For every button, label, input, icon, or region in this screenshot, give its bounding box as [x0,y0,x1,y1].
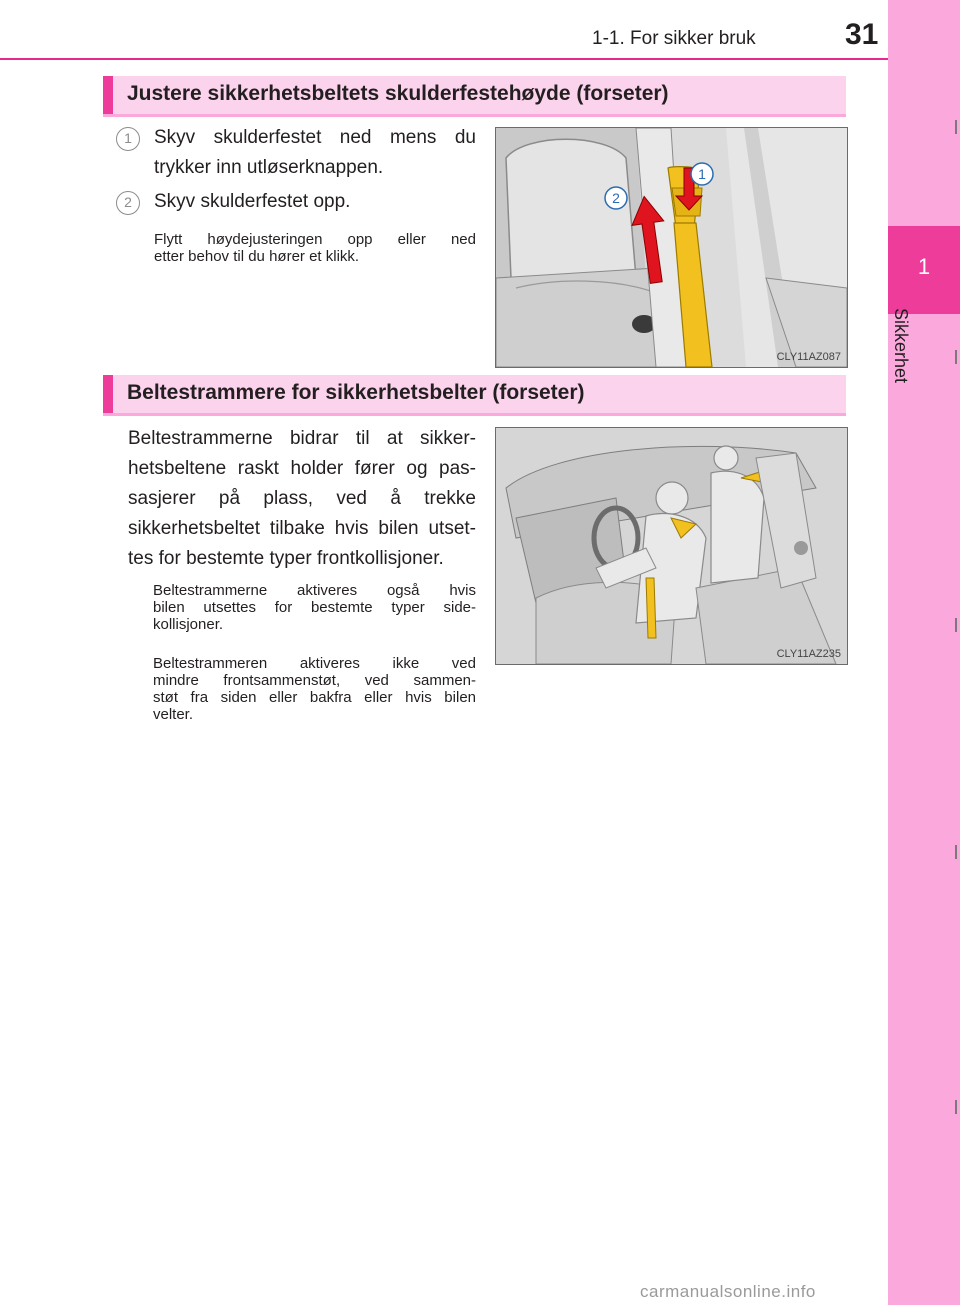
section-title: 1-1. For sikker bruk [592,28,756,49]
text-line: etter behov til du hører et klikk. [154,248,360,265]
chapter-tab[interactable] [888,226,960,314]
car-interior-illustration [496,428,847,664]
section-heading [103,375,846,416]
margin-tick [955,1100,957,1114]
text-line: Beltestrammerne bidrar til at sikker- [128,428,476,449]
heading-title: Beltestrammere for sikkerhetsbelter (forseter) [127,381,585,404]
chapter-label: Sikkerhet [891,308,911,384]
margin-tick [955,618,957,632]
shoulder-anchor-illustration [496,128,847,367]
side-tab-bar [888,0,960,1305]
text-line: støt fra siden eller bakfra eller hvis bilen [153,689,476,706]
text-line: kollisjoner. [153,616,224,633]
text-line: bilen utsettes for bestemte typer side- [153,599,476,616]
text-line: sasjerer på plass, ved å trekke [128,488,476,509]
watermark: carmanualsonline.info [640,1282,816,1301]
text-line: velter. [153,706,194,723]
text-line: Skyv skulderfestet ned mens du [154,127,476,148]
callout-2: 2 [612,190,620,206]
text-line: Flytt høydejusteringen opp eller ned [154,231,476,248]
text-line: hetsbeltene raskt holder fører og pas- [128,458,476,479]
margin-tick [955,350,957,364]
section-heading [103,76,846,117]
pretensioner-note-1 [153,582,476,633]
step-number-1: 1 [116,127,140,151]
pretensioner-body [128,424,476,574]
margin-tick [955,845,957,859]
text-line: Skyv skulderfestet opp. [154,191,351,212]
text-line: mindre frontsammenstøt, ved sammen- [153,672,476,689]
text-line: tes for bestemte typer frontkollisjoner. [128,548,444,569]
text-line: Beltestrammerne aktiveres også hvis [153,582,476,599]
heading-marker [103,76,113,114]
figure-code: CLY11AZ235 [776,648,841,660]
chapter-number: 1 [917,254,931,279]
step-2-text [154,187,476,217]
step-1-text [154,123,476,183]
heading-title: Justere sikkerhetsbeltets skulderfestehøyde (forseter) [127,82,669,105]
heading-marker [103,375,113,413]
text-line: trykker inn utløserknappen. [154,157,384,178]
shoulder-anchor-figure [495,127,848,368]
figure-code: CLY11AZ087 [776,351,841,363]
step-number-2: 2 [116,191,140,215]
pretensioner-note-2 [153,655,476,723]
margin-tick [955,120,957,134]
header-rule [0,58,888,60]
text-line: Beltestrammeren aktiveres ikke ved [153,655,476,672]
page-number: 31 [845,18,879,51]
pretensioner-figure [495,427,848,665]
step-note [154,231,476,265]
text-line: sikkerhetsbeltet tilbake hvis bilen utset- [128,518,476,539]
callout-1: 1 [698,166,706,182]
